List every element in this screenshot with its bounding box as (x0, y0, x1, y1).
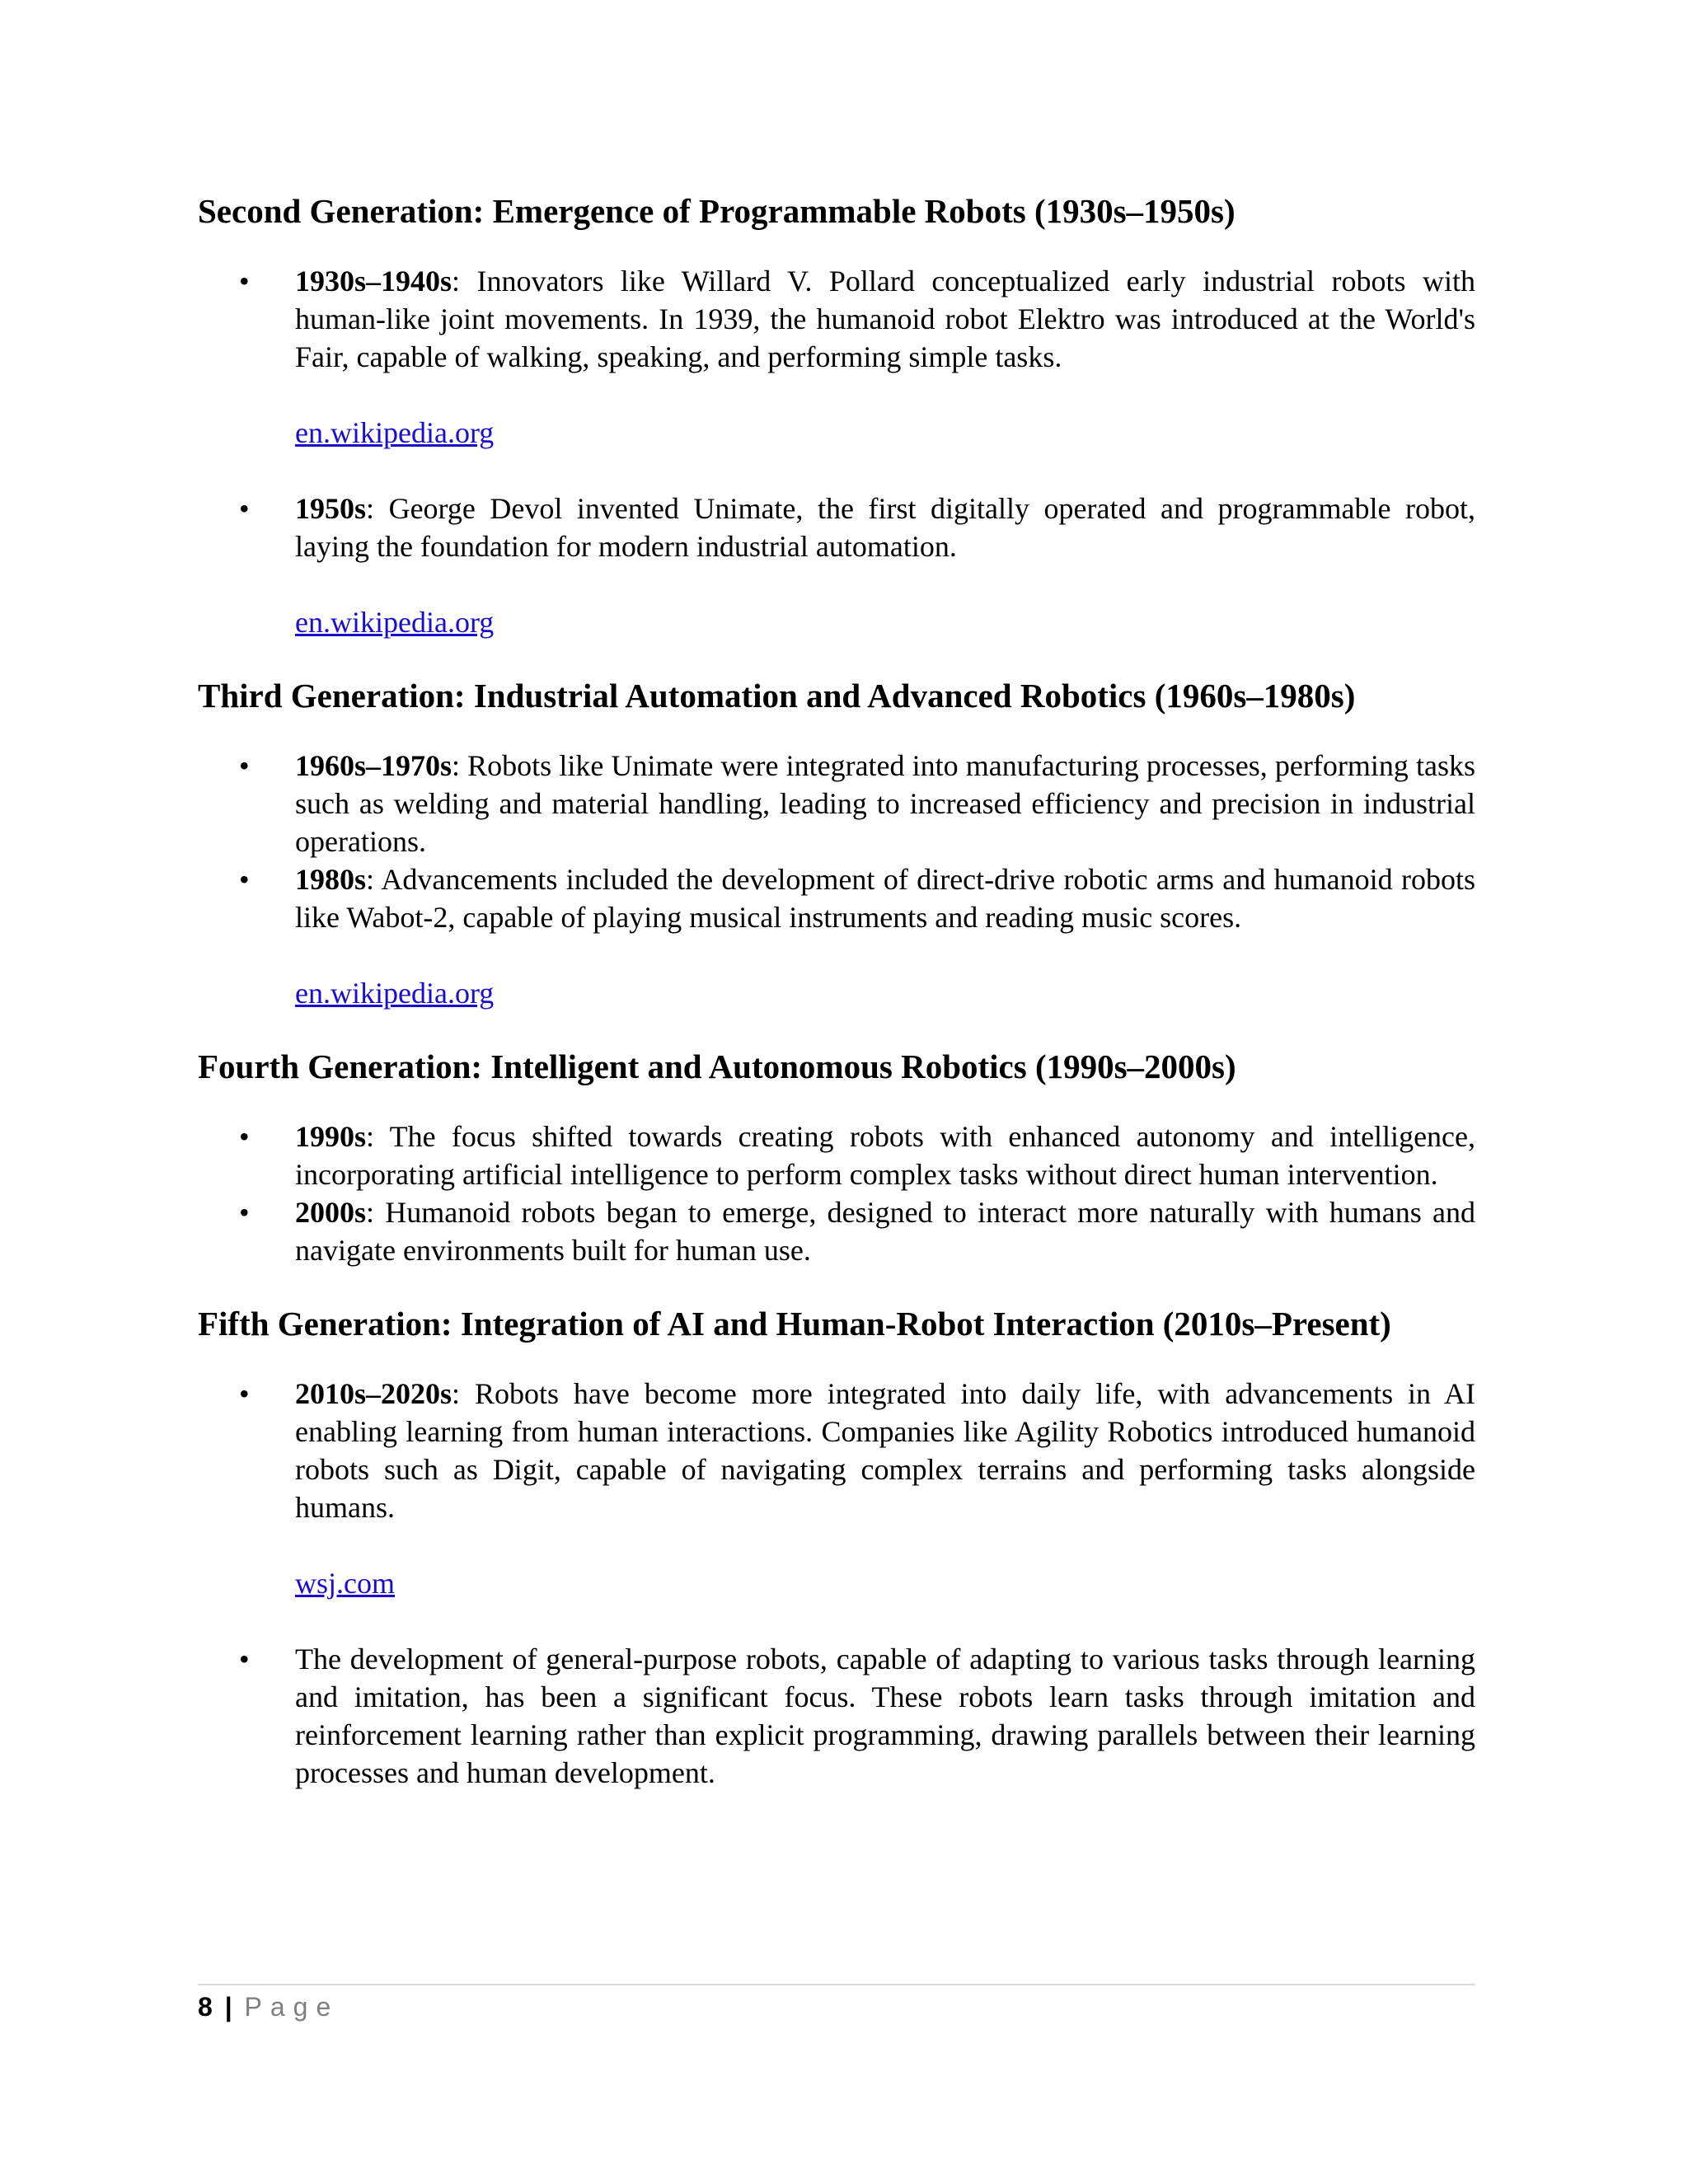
source-link[interactable]: wsj.com (295, 1567, 395, 1600)
section-list-fifth-generation (198, 1375, 1475, 1792)
item-text: : Robots have become more integrated into daily life, with advancements in AI enabling learning from human interactions. Companies like Agility Robotics introduced humanoid robots such as Digit, capable of navigating complex terrains and performing tasks alongside humans. (295, 1377, 1475, 1524)
list-item (198, 262, 1475, 452)
item-text: : The focus shifted towards creating robots with enhanced autonomy and intelligence, incorporating artificial intelligence to perform complex tasks without direct human intervention. (295, 1120, 1475, 1191)
document-body (198, 190, 1475, 1825)
bullet-icon: • (239, 1120, 250, 1153)
list-item (198, 1375, 1475, 1602)
section-heading-fourth-generation: Fourth Generation: Intelligent and Autonomous Robotics (1990s–2000s) (198, 1047, 1236, 1085)
list-item (198, 747, 1475, 860)
page-label: Page (244, 1992, 340, 2022)
item-text: : Robots like Unimate were integrated into manufacturing processes, performing tasks such as welding and material handling, leading to increased efficiency and precision in industrial operations. (295, 749, 1475, 858)
item-period: 1990s (295, 1120, 367, 1153)
source-citation (295, 414, 1475, 452)
bullet-icon: • (239, 749, 250, 782)
bullet-icon: • (239, 265, 250, 298)
bullet-icon: • (239, 1377, 250, 1410)
source-citation (295, 974, 1475, 1012)
item-text: : Innovators like Willard V. Pollard conceptualized early industrial robots with human-like joint movements. In 1939, the humanoid robot Elektro was introduced at the World's Fair, capable of walking, speaking, and performing simple tasks. (295, 265, 1475, 373)
item-text: : Humanoid robots began to emerge, designed to interact more naturally with humans and navigate environments built for human use. (295, 1196, 1475, 1267)
item-period: 1980s (295, 863, 367, 896)
section-list-second-generation (198, 262, 1475, 641)
section-heading-second-generation: Second Generation: Emergence of Programmable Robots (1930s–1950s) (198, 192, 1236, 230)
bullet-icon: • (239, 863, 250, 896)
item-period: 1960s–1970s (295, 749, 452, 782)
bullet-icon: • (239, 492, 250, 525)
source-link[interactable]: en.wikipedia.org (295, 977, 495, 1010)
section-list-third-generation (198, 747, 1475, 1012)
source-citation (295, 1564, 1475, 1602)
source-link[interactable]: en.wikipedia.org (295, 416, 495, 449)
item-period: 2000s (295, 1196, 367, 1229)
item-period: 1950s (295, 492, 367, 525)
footer-separator: | (224, 1992, 232, 2022)
source-link[interactable]: en.wikipedia.org (295, 606, 495, 639)
section-heading-fifth-generation: Fifth Generation: Integration of AI and Human-Robot Interaction (2010s–Present) (198, 1305, 1391, 1343)
list-item (198, 1193, 1475, 1269)
list-item (198, 490, 1475, 641)
bullet-icon: • (239, 1643, 250, 1675)
section-list-fourth-generation (198, 1118, 1475, 1269)
item-period: 1930s–1940s (295, 265, 452, 298)
bullet-icon: • (239, 1196, 250, 1229)
list-item (198, 1118, 1475, 1193)
section-heading-third-generation: Third Generation: Industrial Automation and Advanced Robotics (1960s–1980s) (198, 677, 1356, 715)
source-citation (295, 603, 1475, 641)
list-item (198, 1640, 1475, 1792)
page-number: 8 (198, 1992, 213, 2022)
item-text: : Advancements included the development of direct-drive robotic arms and humanoid robots like Wabot-2, capable of playing musical instruments and reading music scores. (295, 863, 1475, 934)
item-text: The development of general-purpose robots, capable of adapting to various tasks through learning and imitation, has been a significant focus. These robots learn tasks through imitation and reinforcement learning rather than explicit programming, drawing parallels between their learning processes and human development. (295, 1643, 1475, 1789)
item-text: : George Devol invented Unimate, the first digitally operated and programmable robot, laying the foundation for modern industrial automation. (295, 492, 1475, 563)
list-item (198, 860, 1475, 1012)
item-period: 2010s–2020s (295, 1377, 452, 1410)
page-footer (198, 1984, 1475, 2023)
